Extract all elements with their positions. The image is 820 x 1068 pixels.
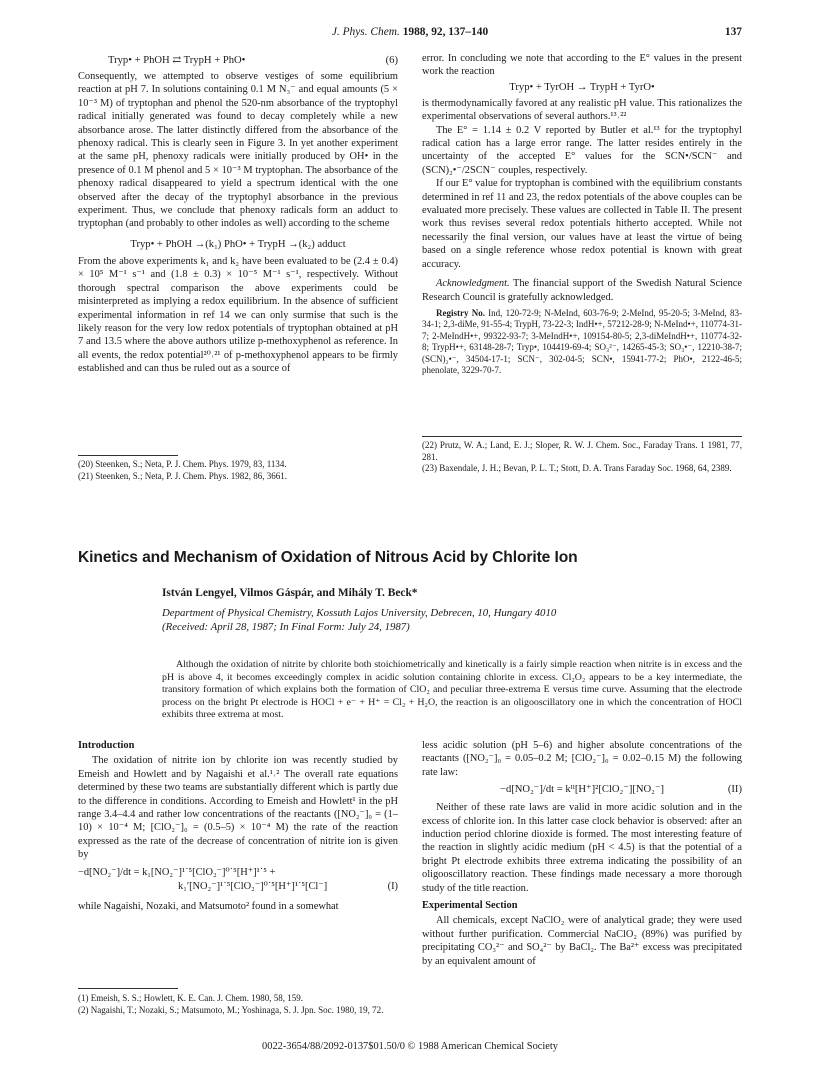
paragraph: while Nagaishi, Nozaki, and Matsumoto² found in a somewhat [78,900,339,912]
acknowledgment-text: The financial support of the Swedish Natural Science Research Council is gratefully acknowledged. [422,278,742,303]
paragraph: The oxidation of nitrite ion by chlorite ion was recently studied by Emeish and Howlett and by Nagaishi et al.¹˒² The overall rate equations determined by these two teams are substantially different which is partly due to the difference in conditions. According to Emeish and Howlett¹ in the pH range 3.4–4.4 and rather low concentrations of the reactants ([NO₂⁻]₀ = (1–10) × 10⁻⁴ M; [ClO₂⁻]₀ = (0.5–5) × 10⁻⁴ M) the rate of the reaction expressed as the rate of the decrease of concentration of nitrite ion is given by [78,755,398,861]
reaction-equation-body: Tryp• + TyrOH → TrypH + TyrO• [509,81,655,93]
acknowledgment-label: Acknowledgment. [436,278,510,290]
equation-1 [78,866,398,896]
paragraph: error. In concluding we note that according to the E° values in the present work the reaction [422,53,742,78]
footnote-rule [78,988,178,989]
footnotes-left-bottom [78,993,398,1016]
registry-text: Ind, 120-72-9; N-MeInd, 603-76-9; 2-MeInd, 95-20-5; 3-MeInd, 83-34-1; 2,3-diMe, 91-55-4; TrypH, 73-22-3; IndH•+, 57212-28-9; N-MeInd•+, 110774-31-7; 2-MeIndH•+, 99322-93-7; 3-MeIndH•+, 109154-80-5; 2,3-diMeIndH•+, 110774-32-8; TrypH•+, 63148-28-7; Tryp•, 104419-69-4; SO₃²⁻, 14265-45-3; SO₃•⁻, 12210-38-7; (SCN)₂•⁻, 34504-17-1; SCN⁻, 302-04-5; SCN•, 15941-77-2; PhO•, 2122-46-5; phenolate, 3229-70-7. [422,307,743,376]
registry-label: Registry No. [436,307,485,318]
equation-2-body: −d[NO₂⁻]/dt = kᴵᴵ[H⁺]²[ClO₂⁻][NO₂⁻] [499,784,664,796]
article-authors: István Lengyel, Vilmos Gáspár, and Mihály T. Beck* [162,587,418,599]
page-number: 137 [724,26,742,38]
running-header [78,24,742,40]
equation-1-line-2: k₁′[NO₂⁻]¹˙⁵[ClO₂⁻]⁰˙⁵[H⁺]¹˙⁵[Cl⁻] [178,880,328,892]
equation-2 [422,781,742,799]
article-title: Kinetics and Mechanism of Oxidation of Nitrous Acid by Chlorite Ion [78,549,578,566]
acknowledgment [422,277,742,304]
article-affiliation [162,607,742,634]
paragraph: Consequently, we attempted to observe vestiges of some equilibrium reaction at pH 7. In solutions containing 0.1 M N₃⁻ and equal amounts (5 × 10⁻³ M) of tryptophan and phenol the 520-nm absorbance of the tryptophyl radical initially generated was found to decay completely while a new absorbance arose. The latter distinctly differed from the absorbance of the phenoxy radical. This is clearly seen in Figure 3. In yet another experiment at the same pH, phenoxy radicals were initially produced by OH• in the presence of 0.1 M phenol and 5 × 10⁻³ M tryptophan. The absorbance of the phenoxy radical disappeared to yield a spectrum identical with the one observed after the decay of the tryptophyl absorbance in the previous experiment. Thus, we conclude that phenoxy radicals form an adduct to tryptophan (and probably to other indoles as well) according to the scheme [78,71,398,230]
equation-2-number: (II) [727,784,742,796]
equation-6 [78,52,398,70]
paragraph: If our E° value for tryptophan is combined with the equilibrium constants determined in ref 11 and 23, the redox potentials of the above couples can be evaluated more precisely. These values are collected in Table II. The present work thus revises several redox potentials hitherto accepted. While not necessarily the final version, our values have at least the virtue of being based on a single reference whose redox potential is known with great accuracy. [422,178,742,270]
equation-6-number: (6) [385,55,398,66]
footnote-1: (1) Emeish, S. S.; Howlett, K. E. Can. J. Chem. 1980, 58, 159. [78,993,303,1003]
section-heading-introduction: Introduction [78,740,135,751]
affiliation-text: Department of Physical Chemistry, Kossuth Lajos University, Debrecen, 10, Hungary 4010 [162,607,557,619]
footnote-rule [78,455,178,456]
paragraph: less acidic solution (pH 5–6) and higher absolute concentrations of the reactants ([NO₂⁻]₀ = 0.05–0.2 M; [ClO₂⁻]₀ = 0.02–0.15 M) the following rate law: [422,740,742,778]
abstract-text: Although the oxidation of nitrite by chlorite both stoichiometrically and kinetically is a fairly simple reaction when nitrite is in excess and the pH is above 4, it becomes exceedingly complex in acidic solution containing chlorite in excess. Cl₂O₂ appears to be a key intermediate, the transitory formation of which explains both the formation of ClO₂ and peculiar three-extrema E versus time curve. Assuming that the electrode process on the bright Pt electrode is HOCl + e⁻ + H⁺ = Cl₂ + H₂O, the reaction is an oligooscillatory one in which the concentration of HOCl exhibits three extrema at most. [162,659,742,720]
paragraph: From the above experiments k₁ and k₂ have been evaluated to be (2.4 ± 0.4) × 10⁵ M⁻¹ s⁻¹ and (1.8 ± 0.3) × 10⁻⁵ M⁻¹ s⁻¹, respectively. Without thorough spectral comparison the above experiments could be misinterpreted as implying a redox equilibrium. In the absence of sufficient experimental information in ref 14 we can only surmise that such is the likely reason for the very low redox potentials of tryptophan obtained at pH 7 and 13.5 where the above authors utilize p-methoxyphenol as reference. In all events, the redox potential²⁰˒²¹ of p-methoxyphenol appears to be firmly established and can thus be ruled out as a source of [78,255,398,375]
paragraph: Neither of these rate laws are valid in more acidic solution and in the excess of chlorite ion. In this latter case clock behavior is observed: after an induction period chlorine dioxide is formed. The most interesting feature of the reaction in slightly acidic medium (pH < 4.5) is that the potential of a bright Pt electrode exhibits three extrema indicating the possibility of an oligooscillatory reaction. These findings made necessary a more thorough study of the title reaction. [422,802,742,894]
footnote-20: (20) Steenken, S.; Neta, P. J. Chem. Phys. 1979, 83, 1134. [78,459,287,469]
reaction-scheme-body: Tryp• + PhOH →(k₁) PhO• + TrypH →(k₂) adduct [130,238,346,250]
footnotes-right-top [422,440,742,475]
footnote-23: (23) Baxendale, J. H.; Bevan, P. L. T.; Stott, D. A. Trans Faraday Soc. 1968, 64, 2389. [422,463,732,473]
right-column-bottom [422,739,742,968]
left-column-top [78,52,398,376]
introduction-section [78,739,398,913]
equation-6-body: Tryp• + PhOH ⇄ TrypH + PhO• [108,55,246,66]
footnote-21: (21) Steenken, S.; Neta, P. J. Chem. Phys. 1982, 86, 3661. [78,470,287,481]
reaction-equation [422,79,742,97]
footnote-22: (22) Prutz, W. A.; Land, E. J.; Sloper, R. W. J. Chem. Soc., Faraday Trans. 1 1981, 77, 281. [422,440,742,462]
footnote-rule [422,436,742,437]
journal-volume: 1988, 92, 137–140 [402,26,489,38]
reaction-scheme [78,231,398,255]
received-dates: (Received: April 28, 1987; In Final Form: July 24, 1987) [162,620,410,633]
equation-1-number: (I) [387,880,398,892]
journal-name: J. Phys. Chem. [331,26,400,38]
right-column-top [422,52,742,377]
footnote-2: (2) Nagaishi, T.; Nozaki, S.; Matsumoto, M.; Yoshinaga, S. J. Jpn. Soc. 1980, 19, 72. [78,1004,384,1015]
page-footer: 0022-3654/88/2092-0137$01.50/0 © 1988 American Chemical Society [262,1041,558,1052]
journal-citation [78,24,742,40]
footnotes-left-top [78,459,398,482]
paragraph: is thermodynamically favored at any realistic pH value. This rationalizes the experimental observations of several authors.¹³˒²² [422,97,742,123]
registry-numbers [422,308,742,377]
equation-1-line-1: −d[NO₂⁻]/dt = k₁[NO₂⁻]¹˙⁵[ClO₂⁻]⁰˙⁵[H⁺]¹˙⁵ + [78,866,276,878]
section-heading-experimental: Experimental Section [422,900,518,912]
paragraph: All chemicals, except NaClO₂ were of analytical grade; they were used without further purification. Commercial NaClO₂ (89%) was purified by precipitating CO₃²⁻ and SO₄²⁻ by BaCl₂. The Ba²⁺ excess was precipitated by an equivalent amount of [422,915,742,967]
abstract [162,659,742,722]
paragraph: The E° = 1.14 ± 0.2 V reported by Butler et al.¹³ for the tryptophyl radical cation has a large error range. The latter resides entirely in the uncertainty of the accepted E° values for the SCN•/SCN⁻ and (SCN)₂•⁻/2SCN⁻ couples, respectively. [422,124,742,176]
